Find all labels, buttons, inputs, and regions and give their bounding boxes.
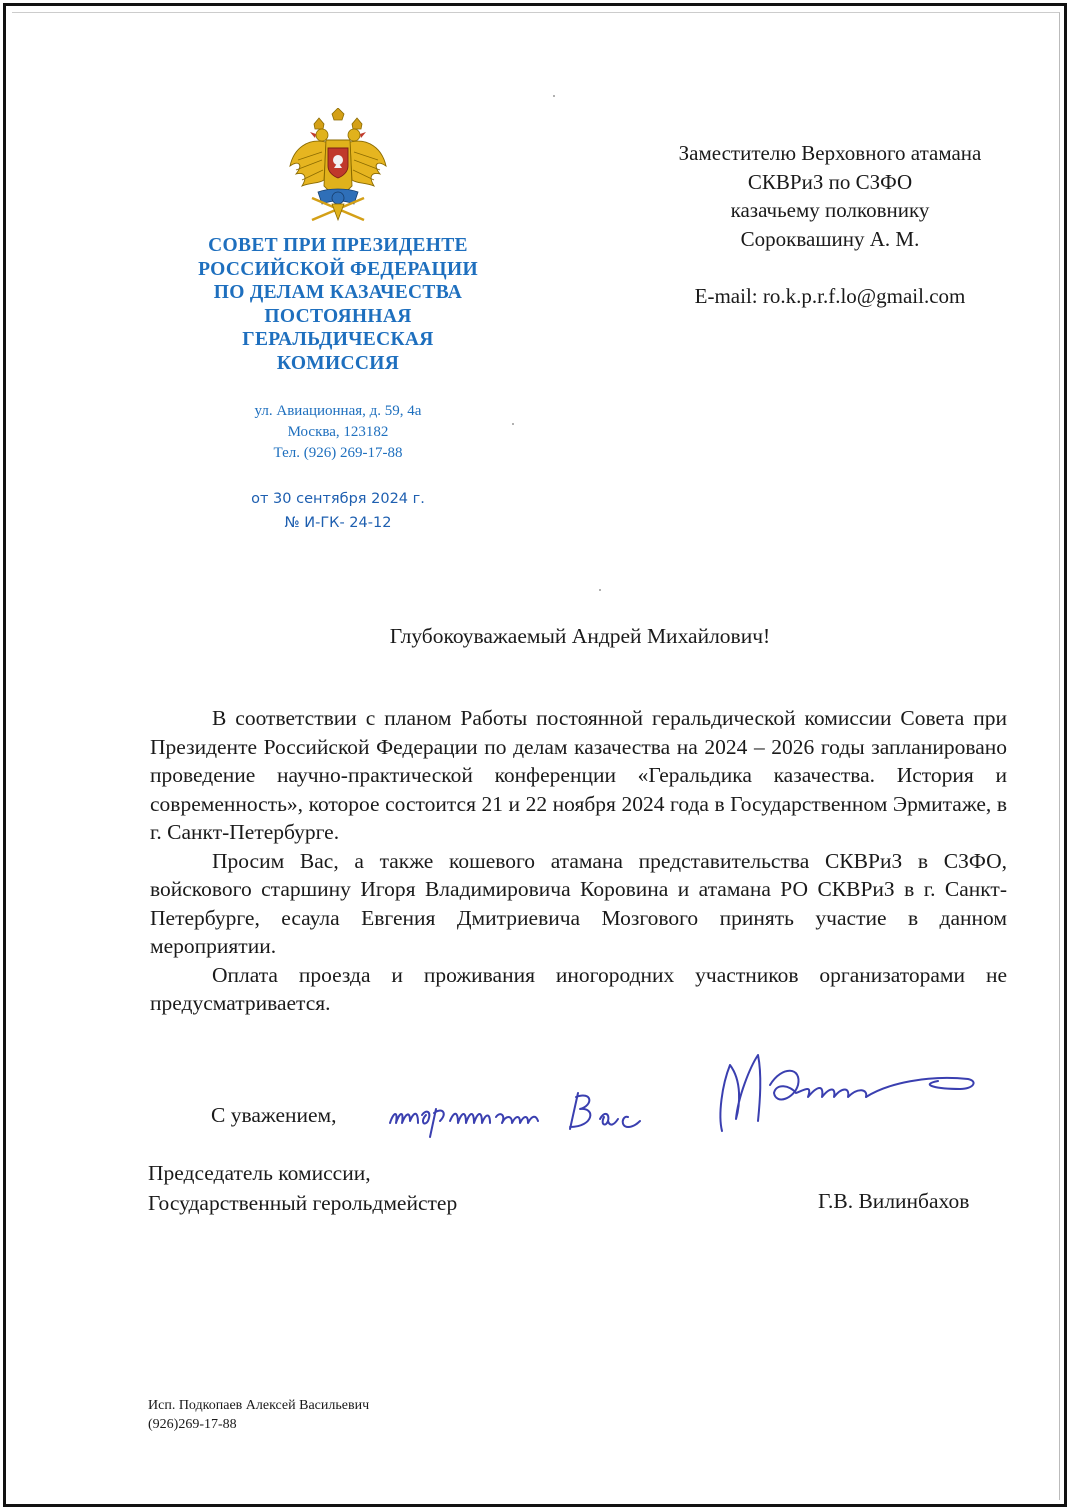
recipient-line: Заместителю Верховного атамана <box>678 141 982 165</box>
org-line: ГЕРАЛЬДИЧЕСКАЯ <box>242 329 434 350</box>
position-line: Государственный герольдмейстер <box>148 1191 458 1215</box>
scan-speck <box>599 589 601 591</box>
org-line: СОВЕТ ПРИ ПРЕЗИДЕНТЕ <box>208 235 468 256</box>
org-line: ПО ДЕЛАМ КАЗАЧЕСТВА <box>213 282 463 303</box>
body-paragraph: В соответствии с планом Работы постоянной геральдической комиссии Совета при Президенте Российской Федерации по делам казачества на 2024 – 2026 годы запланировано проведение научно-практической конференции «Геральдика казачества. История и современность», которое состоится 21 и 22 ноября 2024 года в Государственном Эрмитаже, в г. Санкт-Петербурге. <box>150 706 1007 844</box>
executor-block <box>148 1396 369 1434</box>
scan-speck <box>553 95 555 97</box>
letter-date: от 30 сентября 2024 г. <box>251 491 425 507</box>
salutation: Глубокоуважаемый Андрей Михайлович! <box>389 624 771 648</box>
recipient-line: Сороквашину А. М. <box>740 226 920 251</box>
org-line: РОССИЙСКОЙ ФЕДЕРАЦИИ <box>198 258 478 280</box>
executor-name: Исп. Подкопаев Алексей Васильевич <box>148 1398 370 1413</box>
signer-name: Г.В. Вилинбахов <box>818 1189 970 1213</box>
double-headed-eagle-emblem-icon <box>288 108 388 236</box>
closing-regards: С уважением, <box>211 1103 337 1127</box>
organization-address <box>190 401 486 464</box>
letter-body <box>150 704 1007 1018</box>
address-line: Москва, 123182 <box>287 424 389 440</box>
letter-date-number <box>190 487 486 535</box>
recipient-line: СКВРиЗ по СЗФО <box>747 169 913 194</box>
recipient-email: E-mail: ro.k.p.r.f.lo@gmail.com <box>694 284 966 308</box>
letter-number: № И-ГК- 24-12 <box>284 515 392 531</box>
handwritten-signature-icon <box>378 1045 998 1140</box>
position-line: Председатель комиссии, <box>148 1161 371 1185</box>
organization-name <box>170 234 506 375</box>
scan-speck <box>512 423 514 425</box>
org-line: КОМИССИЯ <box>276 352 400 374</box>
recipient-line: казачьему полковнику <box>730 198 930 222</box>
address-line: ул. Авиационная, д. 59, 4а <box>254 403 422 419</box>
phone-line: Тел. (926) 269-17-88 <box>273 445 403 461</box>
recipient-block <box>610 139 1050 311</box>
signer-position <box>148 1158 457 1218</box>
body-paragraph: Просим Вас, а также кошевого атамана представительства СКВРиЗ в СЗФО, войскового старшину Игоря Владимировича Коровина и атамана РО СКВРиЗ в г. Санкт-Петербурге, есаула Евгения Дмитриевича Мозгового принять участие в данном мероприятии. <box>150 848 1007 958</box>
executor-phone: (926)269-17-88 <box>148 1417 237 1432</box>
org-line: ПОСТОЯННАЯ <box>264 305 412 327</box>
body-paragraph: Оплата проезда и проживания иногородних участников организаторами не предусматривается. <box>150 962 1007 1015</box>
